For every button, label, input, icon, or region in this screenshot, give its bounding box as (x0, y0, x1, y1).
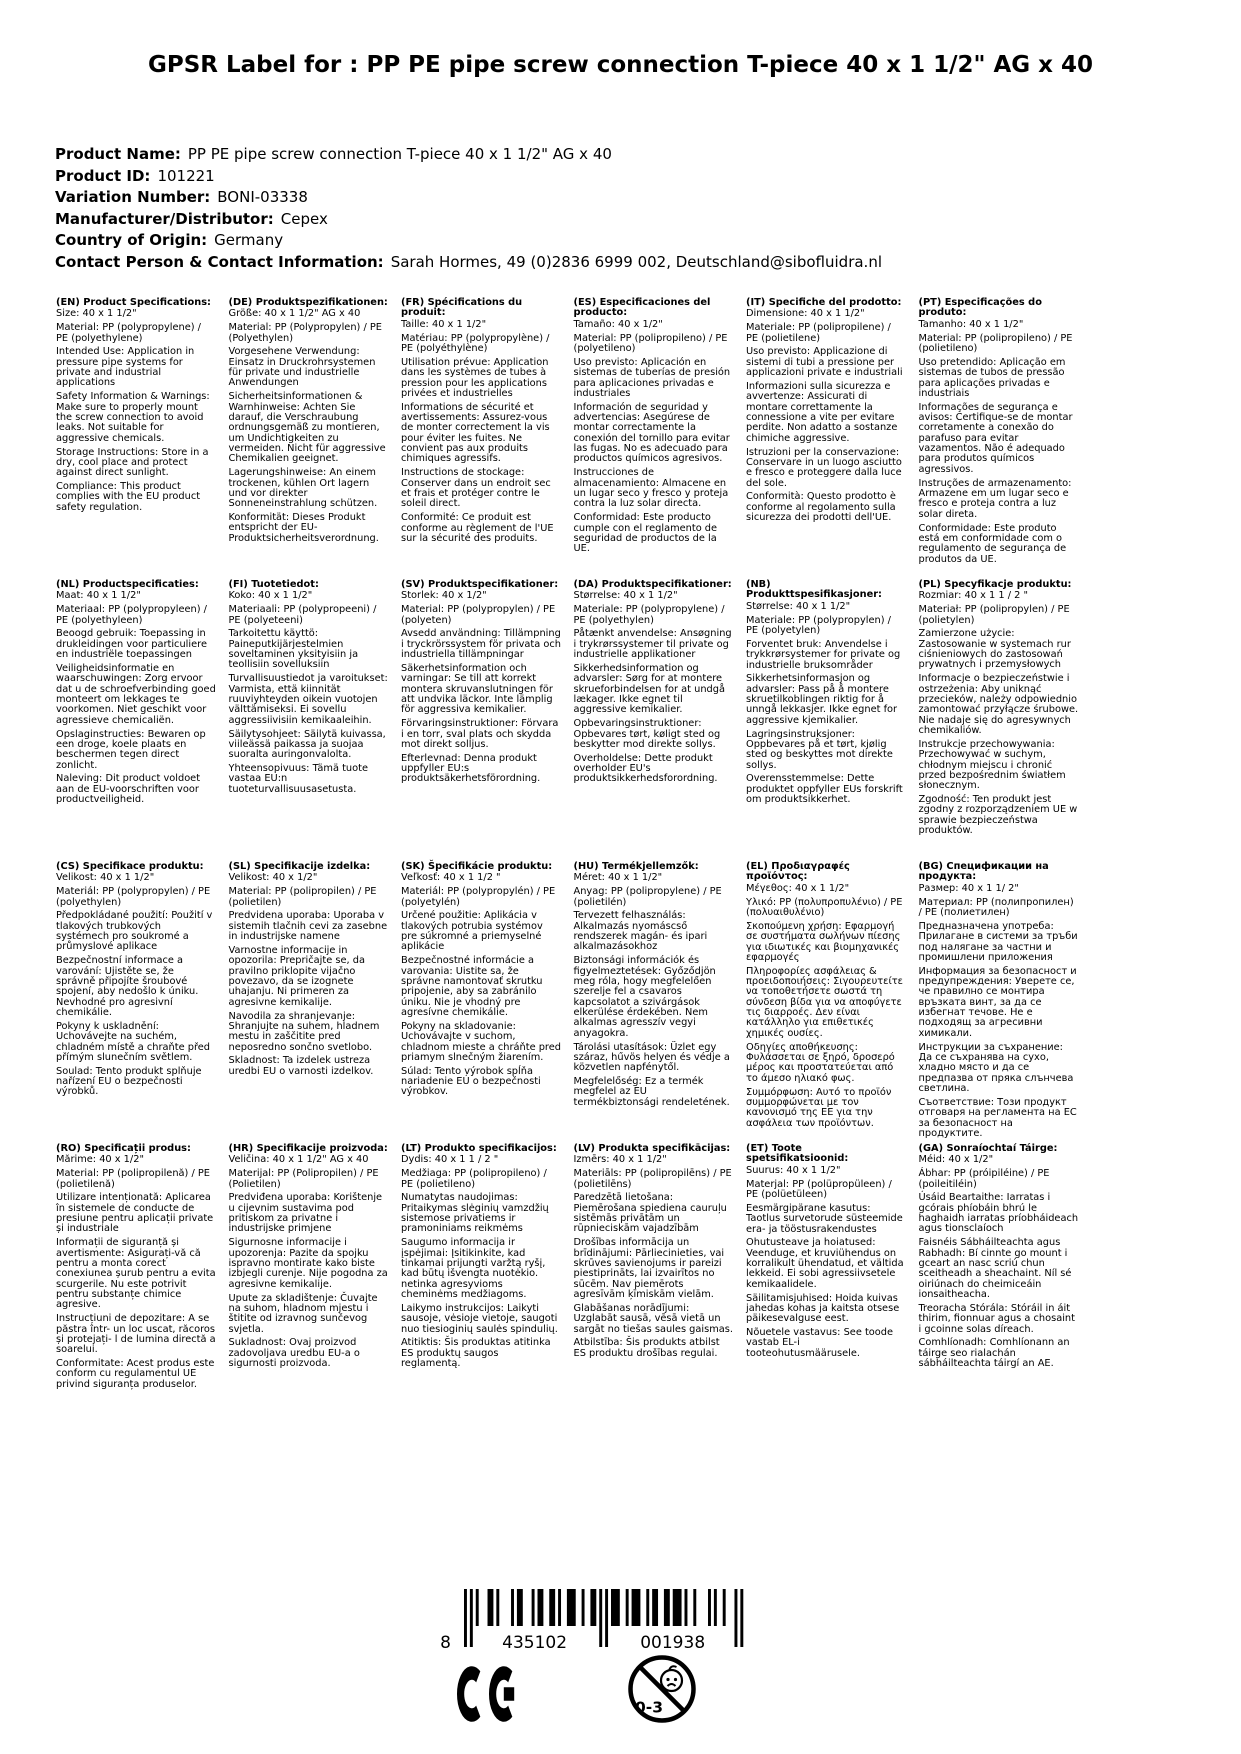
spec-paragraph: Atbilstība: Šis produkts atbilst ES produktu drošības regulai. (573, 1337, 720, 1359)
spec-paragraph: Lagerungshinweise: An einem trockenen, kühlen Ort lagern und vor direkter Sonneneinstrahlung schützen. (228, 467, 378, 510)
spec-paragraph: Conformité: Ce produit est conforme au règlement de l'UE sur la sécurité des produits. (401, 512, 554, 544)
spec-paragraph: Tarkoitettu käyttö: Paineputkijärjestelmien soveltaminen yksityisiin ja teollisiin sovelluksiin (228, 628, 359, 671)
spec-paragraph: Informazioni sulla sicurezza e avvertenze: Assicurati di montare correttamente la connessione a vite per evitare perdite. Non adatto a sostanze chimiche aggressive. (746, 380, 898, 444)
spec-block-header: (GA) Sonraíochtaí Táirge: (918, 1143, 1058, 1154)
spec-paragraph: Dimensione: 40 x 1 1/2" (746, 308, 865, 320)
spec-paragraph: Sicherheitsinformationen & Warnhinweise: Achten Sie darauf, die Verschraubung ordnungsgemäß zu montieren, um Undichtigkeiten zu vermeiden. Nicht für aggressive Chemikalien geeignet. (228, 391, 386, 465)
spec-paragraph: Instructions de stockage: Conserver dans un endroit sec et frais et protéger contre le soleil direct. (401, 467, 551, 510)
spec-block-bg (919, 862, 1079, 1144)
spec-paragraph: Material: PP (polypropylen) / PE (polyeten) (401, 604, 556, 626)
barcode (437, 1589, 747, 1655)
spec-paragraph: Materiale: PP (polipropilene) / PE (polietilene) (746, 322, 891, 344)
spec-block-header: (ET) Toote spetsifikatsioonid: (746, 1143, 849, 1165)
ce-mark-icon (455, 1664, 535, 1728)
spec-paragraph: Overensstemmelse: Dette produktet oppfyller EUs forskrift om produktsikkerhet. (746, 773, 903, 806)
spec-paragraph: Laikymo instrukcijos: Laikyti sausoje, vėsioje vietoje, saugoti nuo tiesioginių saulės spindulių. (401, 1302, 558, 1335)
spec-paragraph: Efterlevnad: Denna produkt uppfyller EU:s produktsäkerhetsförordning. (401, 752, 541, 785)
spec-block-da (574, 580, 734, 862)
spec-paragraph: Taille: 40 x 1 1/2" (401, 318, 487, 330)
spec-paragraph: Materiaal: PP (polypropyleen) / PE (polyethyleen) (56, 604, 207, 626)
spec-block-header: (HR) Specifikacije proizvoda: (228, 1143, 388, 1154)
spec-paragraph: Material: PP (Polypropylen) / PE (Polyethylen) (228, 322, 382, 344)
spec-paragraph: Инструкции за съхранение: Да се съхранява на сухо, хладно място и да се предпазва от пряка слънчева светлина. (918, 1041, 1074, 1094)
spec-block-pl (919, 580, 1079, 862)
spec-paragraph: Koko: 40 x 1 1/2" (228, 590, 313, 602)
spec-paragraph: Tamanho: 40 x 1 1/2" (918, 318, 1024, 330)
spec-block-en (56, 298, 216, 580)
spec-block-body (574, 1155, 734, 1359)
spec-block-ga (919, 1144, 1079, 1426)
spec-block-el (746, 862, 906, 1144)
spec-paragraph: Tervezett felhasználás: Alkalmazás nyomáscső rendszerek magán- és ipari alkalmazásokhoz (573, 910, 708, 953)
spec-paragraph: Beoogd gebruik: Toepassing in drukleidingen voor particuliere en industriële toepassingen (56, 628, 207, 661)
spec-block-body (919, 1155, 1079, 1369)
spec-block-nb (746, 580, 906, 862)
spec-paragraph: Ohutusteave ja hoiatused: Veenduge, et kruviühendus on korralikult ühendatud, et vältida lekkeid. Ei sobi agressiivsetele kemikaalidele. (746, 1237, 904, 1290)
spec-block-it (746, 298, 906, 580)
spec-paragraph: Určené použitie: Aplikácia v tlakových potrubia systémov pre súkromné a priemyselné aplikácie (401, 910, 543, 953)
spec-block-body (919, 320, 1079, 565)
spec-paragraph: Informations de sécurité et avertissements: Assurez-vous de monter correctement la vis pour éviter les fuites. Ne convient pas aux produits chimiques agressifs. (401, 401, 550, 465)
spec-paragraph: Größe: 40 x 1 1/2" AG x 40 (228, 308, 361, 320)
spec-block-et (746, 1144, 906, 1426)
spec-paragraph: Συμμόρφωση: Αυτό το προϊόν συμμορφώνεται με τον κανονισμό της ΕΕ για την ασφάλεια των προϊόντων. (746, 1086, 892, 1129)
spec-paragraph: Материал: PP (полипропилен) / PE (полиетилен) (918, 896, 1074, 918)
spec-block-header: (DA) Produktspecifikationer: (573, 579, 732, 590)
spec-block-header: (BG) Спецификации на продукта: (918, 861, 1049, 883)
spec-paragraph: Súlad: Tento výrobok spĺňa nariadenie EÚ o bezpečnosti výrobkov. (401, 1065, 541, 1098)
spec-block-header: (FI) Tuotetiedot: (228, 579, 319, 590)
age-warning-label: 0-3 (635, 1698, 664, 1717)
spec-paragraph: Atitiktis: Šis produktas atitinka ES produktų saugos reglamentą. (401, 1337, 551, 1370)
spec-paragraph: Instrukcje przechowywania: Przechowywać w suchym, chłodnym miejscu i chronić przed bezpośrednim światłem słonecznym. (918, 738, 1066, 792)
spec-paragraph: Uso pretendido: Aplicação em sistemas de tubos de pressão para aplicações privadas e industriais (918, 356, 1066, 399)
spec-paragraph: Avsedd användning: Tillämpning i tryckrörssystem för privata och industriella tillämpningar (401, 628, 561, 661)
spec-paragraph: Anyag: PP (polipropylene) / PE (polietilén) (573, 886, 722, 908)
spec-paragraph: Matériau: PP (polypropylène) / PE (polyéthylène) (401, 332, 550, 354)
product-info-row (55, 187, 882, 209)
spec-block-body (56, 873, 216, 1097)
spec-paragraph: Drošības informācija un brīdinājumi: Pārliecinieties, vai skrūves savienojums ir pareizi piestiprināts, lai izvairītos no sūcēm. Nav piemērots agresīvām ķīmiskām vielām. (573, 1237, 725, 1301)
spec-block-header: (FR) Spécifications du produit: (401, 297, 523, 319)
spec-paragraph: Storage Instructions: Store in a dry, cool place and protect against direct sunlight. (56, 446, 209, 479)
spec-paragraph: Material: PP (polipropilenă) / PE (polietilenă) (56, 1168, 210, 1190)
spec-paragraph: Opslaginstructies: Bewaren op een droge, koele plaats en beschermen tegen direct zonlicht. (56, 728, 206, 771)
spec-paragraph: Veličina: 40 x 1 1/2" AG x 40 (228, 1154, 369, 1166)
spec-paragraph: Saugumo informacija ir įspėjimai: Įsitikinkite, kad tinkamai prijungti varžtą ryšį, kad būtų išvengta nuotėkio. netinka agresyvioms cheminėms medžiagoms. (401, 1237, 546, 1301)
spec-paragraph: Materiale: PP (polypropylen) / PE (polyetylen) (746, 614, 891, 636)
spec-paragraph: Conformidad: Este producto cumple con el reglamento de seguridad de productos de la UE. (573, 512, 718, 555)
product-info-value: Cepex (280, 209, 328, 228)
product-info-value: 101221 (157, 166, 215, 185)
spec-paragraph: Méret: 40 x 1 1/2" (573, 872, 663, 884)
page-title: GPSR Label for : PP PE pipe screw connection T-piece 40 x 1 1/2" AG x 40 (147, 52, 1094, 78)
spec-paragraph: Size: 40 x 1 1/2" (56, 308, 137, 320)
product-info-value: BONI-03338 (217, 188, 308, 206)
product-info-value: PP PE pipe screw connection T-piece 40 x 1 1/2" AG x 40 (187, 145, 612, 163)
spec-paragraph: Material: PP (polipropilen) / PE (polietilen) (228, 886, 377, 908)
product-info-label: Contact Person & Contact Information: (55, 252, 384, 271)
spec-block-body (746, 602, 906, 806)
spec-block-cs (56, 862, 216, 1144)
spec-block-header: (NL) Productspecificaties: (56, 579, 199, 590)
spec-paragraph: Paredzētā lietošana: Piemērošana spiediena cauruļu sistēmās privātām un rūpnieciskām vajadzībām (573, 1192, 727, 1235)
spec-paragraph: Πληροφορίες ασφάλειας & προειδοποιήσεις: Σιγουρευτείτε να τοποθετήσετε σωστά τη σύνδεση βίδα για να αποφύγετε τις διαρροές. Δεν είναι κατάλληλο για επιθετικές χημικές ουσίες. (746, 965, 903, 1039)
product-info-label: Manufacturer/Distributor: (55, 209, 274, 228)
age-warning-0-3-icon (627, 1654, 697, 1728)
spec-block-header: (PT) Especificações do produto: (918, 297, 1042, 319)
spec-block-header: (PL) Specyfikacje produktu: (918, 579, 1072, 590)
spec-paragraph: Vorgesehene Verwendung: Einsatz in Druckrohrsystemen für private und industrielle Anwendungen (228, 346, 376, 389)
product-info-label: Product ID: (55, 166, 151, 185)
spec-block-sk (401, 862, 561, 1144)
spec-grid (56, 298, 1079, 1426)
spec-block-header: (CS) Specifikace produktu: (56, 861, 204, 872)
spec-paragraph: Uso previsto: Applicazione di sistemi di tubi a pressione per applicazioni private e industriali (746, 346, 903, 379)
spec-paragraph: Størrelse: 40 x 1 1/2" (746, 600, 851, 612)
spec-block-body (229, 873, 389, 1077)
spec-paragraph: Sikkerhedsinformation og advarsler: Sørg for at montere skrueforbindelsen for at undgå lækager. Ikke egnet til aggressive kemikalier. (573, 662, 725, 716)
spec-paragraph: Suurus: 40 x 1 1/2" (746, 1164, 841, 1176)
spec-block-hu (574, 862, 734, 1144)
spec-paragraph: Velikost: 40 x 1 1/2" (56, 872, 155, 884)
spec-paragraph: Conformidade: Este produto está em conformidade com o regulamento de segurança de produtos da UE. (918, 522, 1067, 565)
spec-block-body (919, 884, 1079, 1139)
spec-paragraph: Treoracha Stórála: Stóráil in áit thirim, fionnuar agus a chosaint i gcoinne solas díreach. (918, 1302, 1075, 1335)
spec-paragraph: Mărime: 40 x 1/2" (56, 1154, 144, 1166)
spec-paragraph: Información de seguridad y advertencias: Asegúrese de montar correctamente la conexión del tornillo para evitar las fugas. No es adecuado para productos químicos agresivos. (573, 401, 730, 465)
spec-paragraph: Pokyny na skladovanie: Uchovávajte v suchom, chladnom mieste a chráňte pred priamym slnečným žiarením. (401, 1020, 561, 1063)
spec-paragraph: Predvidena uporaba: Uporaba v sistemih tlačnih cevi za zasebne in industrijske namene (228, 910, 388, 943)
spec-paragraph: Bezpečnostné informácie a varovania: Uistite sa, že správne namontovať skrutku pripojenie, aby sa zabránilo úniku. Nie je vhodný pre agresívne chemikálie. (401, 955, 543, 1019)
spec-block-header: (ES) Especificaciones del producto: (573, 297, 711, 319)
spec-paragraph: Varnostne informacije in opozorila: Prepričajte se, da pravilno priklopite vijačno povezavo, da se izognete uhajanju. Ni primeren za agresivne kemikalije. (228, 944, 365, 1008)
spec-block-header: (NB) Produkttspesifikasjoner: (746, 579, 882, 601)
spec-paragraph: Utilisation prévue: Application dans les systèmes de tubes à pression pour les applications privées et industrielles (401, 356, 549, 399)
spec-block-sv (401, 580, 561, 862)
spec-paragraph: Eesmärgipärane kasutus: Taotlus survetorude süsteemide era- ja tööstusrakendustes (746, 1202, 903, 1235)
spec-paragraph: Turvallisuustiedot ja varoitukset: Varmista, että kiinnität ruuviyhteyden oikein vuotojen välttämiseksi. Ei sovellu aggressiivisiin kemikaaleihin. (228, 673, 388, 726)
spec-paragraph: Materiál: PP (polypropylen) / PE (polyethylen) (56, 886, 211, 908)
spec-block-header: (RO) Specificații produs: (56, 1143, 191, 1154)
spec-paragraph: Instruções de armazenamento: Armazene em um lugar seco e fresco e proteja contra a luz solar direta. (918, 477, 1072, 520)
spec-block-ro (56, 1144, 216, 1426)
spec-paragraph: Pokyny k uskladnění: Uchovávejte na suchém, chladném místě a chraňte před přímým slunečním světlem. (56, 1020, 210, 1063)
spec-paragraph: Nõuetele vastavus: See toode vastab EL-i tooteohutusmäärusele. (746, 1327, 894, 1359)
product-info-row (55, 252, 882, 274)
spec-paragraph: Biztonsági információk és figyelmeztetések: Győződjön meg róla, hogy megfelelően szerelje fel a csavaros kapcsolatot a szivárgások elkerülése érdekében. Nem alkalmas agresszív vegyi anyagokra. (573, 955, 716, 1039)
spec-block-header: (LT) Produkto specifikacijos: (401, 1143, 557, 1154)
spec-paragraph: Predviđena uporaba: Korištenje u cijevnim sustavima pod pritiskom za privatne i industrijske primjene (228, 1192, 383, 1235)
spec-paragraph: Méid: 40 x 1/2" (918, 1154, 994, 1166)
spec-paragraph: Förvaringsinstruktioner: Förvara i en torr, sval plats och skydda mot direkt solljus. (401, 718, 559, 750)
spec-block-body (229, 591, 389, 795)
barcode-left-group: 435102 (502, 1633, 568, 1651)
spec-paragraph: Velikost: 40 x 1/2" (228, 872, 318, 884)
spec-paragraph: Υλικό: PP (πολυπροπυλένιο) / PE (πολυαιθυλένιο) (746, 896, 903, 918)
spec-block-de (229, 298, 389, 580)
spec-paragraph: Informações de segurança e avisos: Certifique-se de montar corretamente a conexão do parafuso para evitar vazamentos. Não é adequado para produtos químicos agressivos. (918, 401, 1073, 475)
spec-block-sl (229, 862, 389, 1144)
spec-paragraph: Veľkosť: 40 x 1 1/2 " (401, 872, 501, 884)
spec-paragraph: Sigurnosne informacije i upozorenja: Pazite da spojku ispravno montirate kako biste izbjegli curenje. Nije pogodna za agresivne kemikalije. (228, 1237, 388, 1290)
spec-block-body (401, 873, 561, 1097)
spec-paragraph: Påtænkt anvendelse: Ansøgning i trykrørssystemer til private og industrielle applikationer (573, 628, 732, 661)
spec-paragraph: Zgodność: Ten produkt jest zgodny z rozporządzeniem UE w sprawie bezpieczeństwa produktów. (918, 794, 1078, 837)
spec-paragraph: Informacje o bezpieczeństwie i ostrzeżenia: Aby uniknąć przecieków, należy odpowiednio zamontować przyłącze śrubowe. Nie nadaje się do agresywnych chemikaliów. (918, 673, 1079, 737)
barcode-svg (437, 1589, 747, 1651)
spec-paragraph: Rozmiar: 40 x 1 1 / 2 " (918, 590, 1028, 602)
spec-paragraph: Předpokládané použití: Použití v tlakových trubkových systémech pro soukromé a průmyslové aplikace (56, 910, 213, 953)
spec-block-header: (SK) Špecifikácie produktu: (401, 861, 553, 872)
spec-paragraph: Съответствие: Този продукт отговаря на регламента на ЕС за безопасност на продуктите. (918, 1096, 1077, 1139)
product-info-label: Variation Number: (55, 188, 211, 206)
spec-paragraph: Materjal: PP (polüpropüleen) / PE (polüetüleen) (746, 1178, 892, 1200)
spec-paragraph: Istruzioni per la conservazione: Conservare in un luogo asciutto e fresco e proteggere dalla luce del sole. (746, 446, 902, 489)
spec-paragraph: Zamierzone użycie: Zastosowanie w systemach rur ciśnieniowych do zastosowań prywatnych i przemysłowych (918, 628, 1071, 671)
spec-block-header: (HU) Termékjellemzők: (573, 861, 699, 872)
barcode-left-digit: 8 (440, 1633, 451, 1651)
spec-paragraph: Informații de siguranță și avertismente: Asigurați-vă că pentru a monta corect conexiunea șurub pentru a evita scurgerile. Nu este potrivit pentru substanțe chimice agresive. (56, 1237, 216, 1311)
spec-block-body (56, 591, 216, 805)
spec-paragraph: Säilitamisjuhised: Hoida kuivas jahedas kohas ja kaitsta otsese päikesevalguse eest. (746, 1292, 900, 1325)
spec-paragraph: Materiale: PP (polypropylene) / PE (polyethylen) (573, 604, 725, 626)
spec-block-body (56, 309, 216, 513)
spec-block-body (746, 884, 906, 1129)
spec-paragraph: Bezpečnostní informace a varování: Ujistěte se, že správně připojíte šroubové spojení, aby nedošlo k úniku. Nevhodné pro agresivní chemikálie. (56, 955, 199, 1019)
spec-block-lt (401, 1144, 561, 1426)
spec-paragraph: Maat: 40 x 1 1/2" (56, 590, 141, 602)
spec-paragraph: Safety Information & Warnings: Make sure to properly mount the screw connection to avoid leaks. Not suitable for aggressive chemicals. (56, 391, 210, 444)
spec-paragraph: Tamaño: 40 x 1/2" (573, 318, 663, 330)
product-info-row (55, 209, 882, 231)
spec-paragraph: Faisnéis Sábháilteachta agus Rabhadh: Bí cinnte go mount i gceart an nasc scriú chun sceitheadh a sheachaint. Níl sé oiriúnach do cheimiceáin ionsaitheacha. (918, 1237, 1072, 1301)
spec-paragraph: Информация за безопасност и предупреждения: Уверете се, че правилно се монтира връзката винт, за да се избегнат течове. Не е подходящ за агресивни химикали. (918, 965, 1077, 1039)
spec-paragraph: Megfelelőség: Ez a termék megfelel az EU termékbiztonsági rendeletének. (573, 1076, 730, 1108)
spec-block-header: (SL) Specifikacije izdelka: (228, 861, 371, 872)
spec-block-fr (401, 298, 561, 580)
spec-block-hr (229, 1144, 389, 1426)
barcode-right-group: 001938 (640, 1633, 706, 1651)
spec-block-body (229, 309, 389, 544)
spec-block-header: (IT) Specifiche del prodotto: (746, 297, 902, 308)
spec-block-header: (EN) Product Specifications: (56, 297, 211, 308)
spec-paragraph: Konformität: Dieses Produkt entspricht der EU-Produktsicherheitsverordnung. (228, 512, 379, 544)
spec-block-header: (DE) Produktspezifikationen: (228, 297, 388, 308)
spec-paragraph: Tárolási utasítások: Üzlet egy száraz, hűvös helyen és védje a közvetlen napfénytől. (573, 1041, 730, 1074)
spec-block-body (919, 591, 1079, 836)
spec-paragraph: Navodila za shranjevanje: Shranjujte na suhem, hladnem mestu in zaščitite pred neposredno sončno svetlobo. (228, 1010, 380, 1053)
spec-paragraph: Glabāšanas norādījumi: Uzglabāt sausā, vēsā vietā un sargāt no tiešas saules gaismas. (573, 1302, 733, 1335)
spec-paragraph: Uso previsto: Aplicación en sistemas de tuberías de presión para aplicaciones privadas e industriales (573, 356, 731, 399)
spec-paragraph: Säkerhetsinformation och varningar: Se till att korrekt montera skruvanslutningen för att undvika läckor. Inte lämplig för aggressiva kemikalier. (401, 662, 553, 716)
product-info-label: Country of Origin: (55, 231, 208, 249)
spec-paragraph: Conformitate: Acest produs este conform cu regulamentul UE privind siguranța produselor. (56, 1358, 215, 1390)
spec-block-body (574, 320, 734, 555)
spec-block-lv (574, 1144, 734, 1426)
spec-paragraph: Upute za skladištenje: Čuvajte na suhom, hladnom mjestu i štitite od izravnog sunčevog svjetla. (228, 1292, 378, 1335)
spec-paragraph: Material: PP (polipropileno) / PE (polyetileno) (573, 332, 728, 354)
spec-paragraph: Ábhar: PP (próipiléine) / PE (poileitiléin) (918, 1168, 1050, 1190)
spec-block-fi (229, 580, 389, 862)
spec-paragraph: Размер: 40 x 1 1/ 2" (918, 882, 1019, 894)
spec-paragraph: Μέγεθος: 40 x 1 1/2" (746, 882, 850, 894)
spec-paragraph: Instrucciones de almacenamiento: Almacene en un lugar seco y fresco y proteja contra la luz solar directa. (573, 467, 729, 510)
spec-block-body (574, 873, 734, 1108)
product-info-row (55, 144, 882, 166)
spec-block-nl (56, 580, 216, 862)
product-info-value: Sarah Hormes, 49 (0)2836 6999 002, Deutschland@sibofluidra.nl (390, 252, 882, 271)
spec-paragraph: Σκοπούμενη χρήση: Εφαρμογή σε συστήματα σωλήνων πίεσης για ιδιωτικές και βιομηχανικές εφαρμογές (746, 920, 901, 963)
spec-block-body (574, 591, 734, 784)
spec-paragraph: Overholdelse: Dette produkt overholder EU's produktsikkerhedsforordning. (573, 752, 718, 785)
spec-paragraph: Izmērs: 40 x 1 1/2" (573, 1154, 667, 1166)
spec-paragraph: Material: PP (polipropileno) / PE (polietileno) (918, 332, 1073, 354)
spec-paragraph: Οδηγίες αποθήκευσης: Φυλάσσεται σε ξηρό, δροσερό μέρος και προστατεύεται από το άμεσο ηλιακό φως. (746, 1041, 895, 1084)
product-info (55, 144, 882, 273)
spec-paragraph: Sikkerhetsinformasjon og advarsler: Pass på å montere skruetilkoblingen riktig for å unngå lekkasjer. Ikke egnet for aggressive kjemikalier. (746, 673, 898, 726)
spec-block-body (56, 1155, 216, 1390)
product-info-row (55, 166, 882, 188)
spec-paragraph: Materiāls: PP (polipropilēns) / PE (polietilēns) (573, 1168, 732, 1190)
spec-paragraph: Medžiaga: PP (polipropileno) / PE (polietileno) (401, 1168, 547, 1190)
spec-paragraph: Material: PP (polypropylene) / PE (polyethylene) (56, 322, 201, 344)
spec-paragraph: Soulad: Tento produkt splňuje nařízení EU o bezpečnosti výrobků. (56, 1065, 202, 1098)
spec-block-header: (SV) Produktspecifikationer: (401, 579, 559, 590)
product-info-label: Product Name: (55, 145, 181, 163)
spec-block-body (746, 309, 906, 523)
spec-block-body (401, 320, 561, 544)
spec-paragraph: Utilizare intenționată: Aplicarea în sistemele de conducte de presiune pentru aplicații private și industriale (56, 1192, 214, 1235)
spec-block-body (229, 1155, 389, 1369)
spec-block-body (401, 591, 561, 784)
spec-paragraph: Numatytas naudojimas: Pritaikymas slėginių vamzdžių sistemose privatiems ir pramoniniams reikmėms (401, 1192, 549, 1235)
spec-paragraph: Materijal: PP (Polipropilen) / PE (Polietilen) (228, 1168, 379, 1190)
spec-paragraph: Veiligheidsinformatie en waarschuwingen: Zorg ervoor dat u de schroefverbinding goed monteert om lekkages te voorkomen. Niet geschikt voor agressieve chemicaliën. (56, 662, 216, 726)
spec-block-header: (LV) Produkta specifikācijas: (573, 1143, 731, 1154)
spec-paragraph: Instrucțiuni de depozitare: A se păstra într- un loc uscat, răcoros și protejați- l de lumina directă a soarelui. (56, 1313, 216, 1356)
spec-block-body (401, 1155, 561, 1369)
spec-paragraph: Forventet bruk: Anvendelse i trykkrørsystemer for private og industrielle bruksområder (746, 638, 901, 671)
spec-block-header: (EL) Προδιαγραφές προϊόντος: (746, 861, 850, 883)
spec-paragraph: Størrelse: 40 x 1 1/2" (573, 590, 678, 602)
spec-paragraph: Dydis: 40 x 1 1 / 2 " (401, 1154, 499, 1166)
product-info-value: Germany (214, 231, 284, 249)
product-info-row (55, 230, 882, 252)
spec-paragraph: Lagringsinstruksjoner: Oppbevares på et tørt, kjølig sted og beskyttes mot direkte sollys. (746, 728, 893, 771)
spec-paragraph: Yhteensopivuus: Tämä tuote vastaa EU:n tuoteturvallisuusasetusta. (228, 763, 368, 795)
spec-paragraph: Conformità: Questo prodotto è conforme al regolamento sulla sicurezza dei prodotti dell'UE. (746, 491, 896, 524)
spec-block-pt (919, 298, 1079, 580)
spec-paragraph: Úsáid Beartaithe: Iarratas i gcórais phíobáin bhrú le haghaidh iarratas príobháideach agus tionsclaíoch (918, 1192, 1079, 1235)
spec-paragraph: Opbevaringsinstruktioner: Opbevares tørt, køligt sted og beskytter mod direkte sollys. (573, 718, 721, 750)
spec-paragraph: Sukladnost: Ovaj proizvod zadovoljava uredbu EU-a o sigurnosti proizvoda. (228, 1337, 360, 1370)
spec-paragraph: Compliance: This product complies with the EU product safety regulation. (56, 481, 201, 513)
spec-block-es (574, 298, 734, 580)
spec-paragraph: Naleving: Dit product voldoet aan de EU-voorschriften voor productveiligheid. (56, 773, 201, 806)
spec-paragraph: Предназначена употреба: Прилагане в системи за тръби под налягане за частни и промишлени приложения (918, 920, 1078, 963)
spec-block-body (746, 1166, 906, 1359)
spec-paragraph: Materiaali: PP (polypropeeni) / PE (polyeteeni) (228, 604, 377, 626)
spec-paragraph: Skladnost: Ta izdelek ustreza uredbi EU o varnosti izdelkov. (228, 1055, 374, 1077)
spec-paragraph: Materiał: PP (polipropylen) / PE (polietylen) (918, 604, 1070, 626)
spec-paragraph: Intended Use: Application in pressure pipe systems for private and industrial applications (56, 346, 195, 389)
spec-paragraph: Storlek: 40 x 1/2" (401, 590, 487, 602)
spec-paragraph: Materiál: PP (polypropylén) / PE (polyetylén) (401, 886, 556, 908)
spec-paragraph: Comhlíonadh: Comhlíonann an táirge seo rialachán sábháilteachta táirgí an AE. (918, 1337, 1070, 1370)
spec-paragraph: Säilytysohjeet: Säilytä kuivassa, viileässä paikassa ja suojaa suoralta auringonvalolta. (228, 728, 386, 761)
